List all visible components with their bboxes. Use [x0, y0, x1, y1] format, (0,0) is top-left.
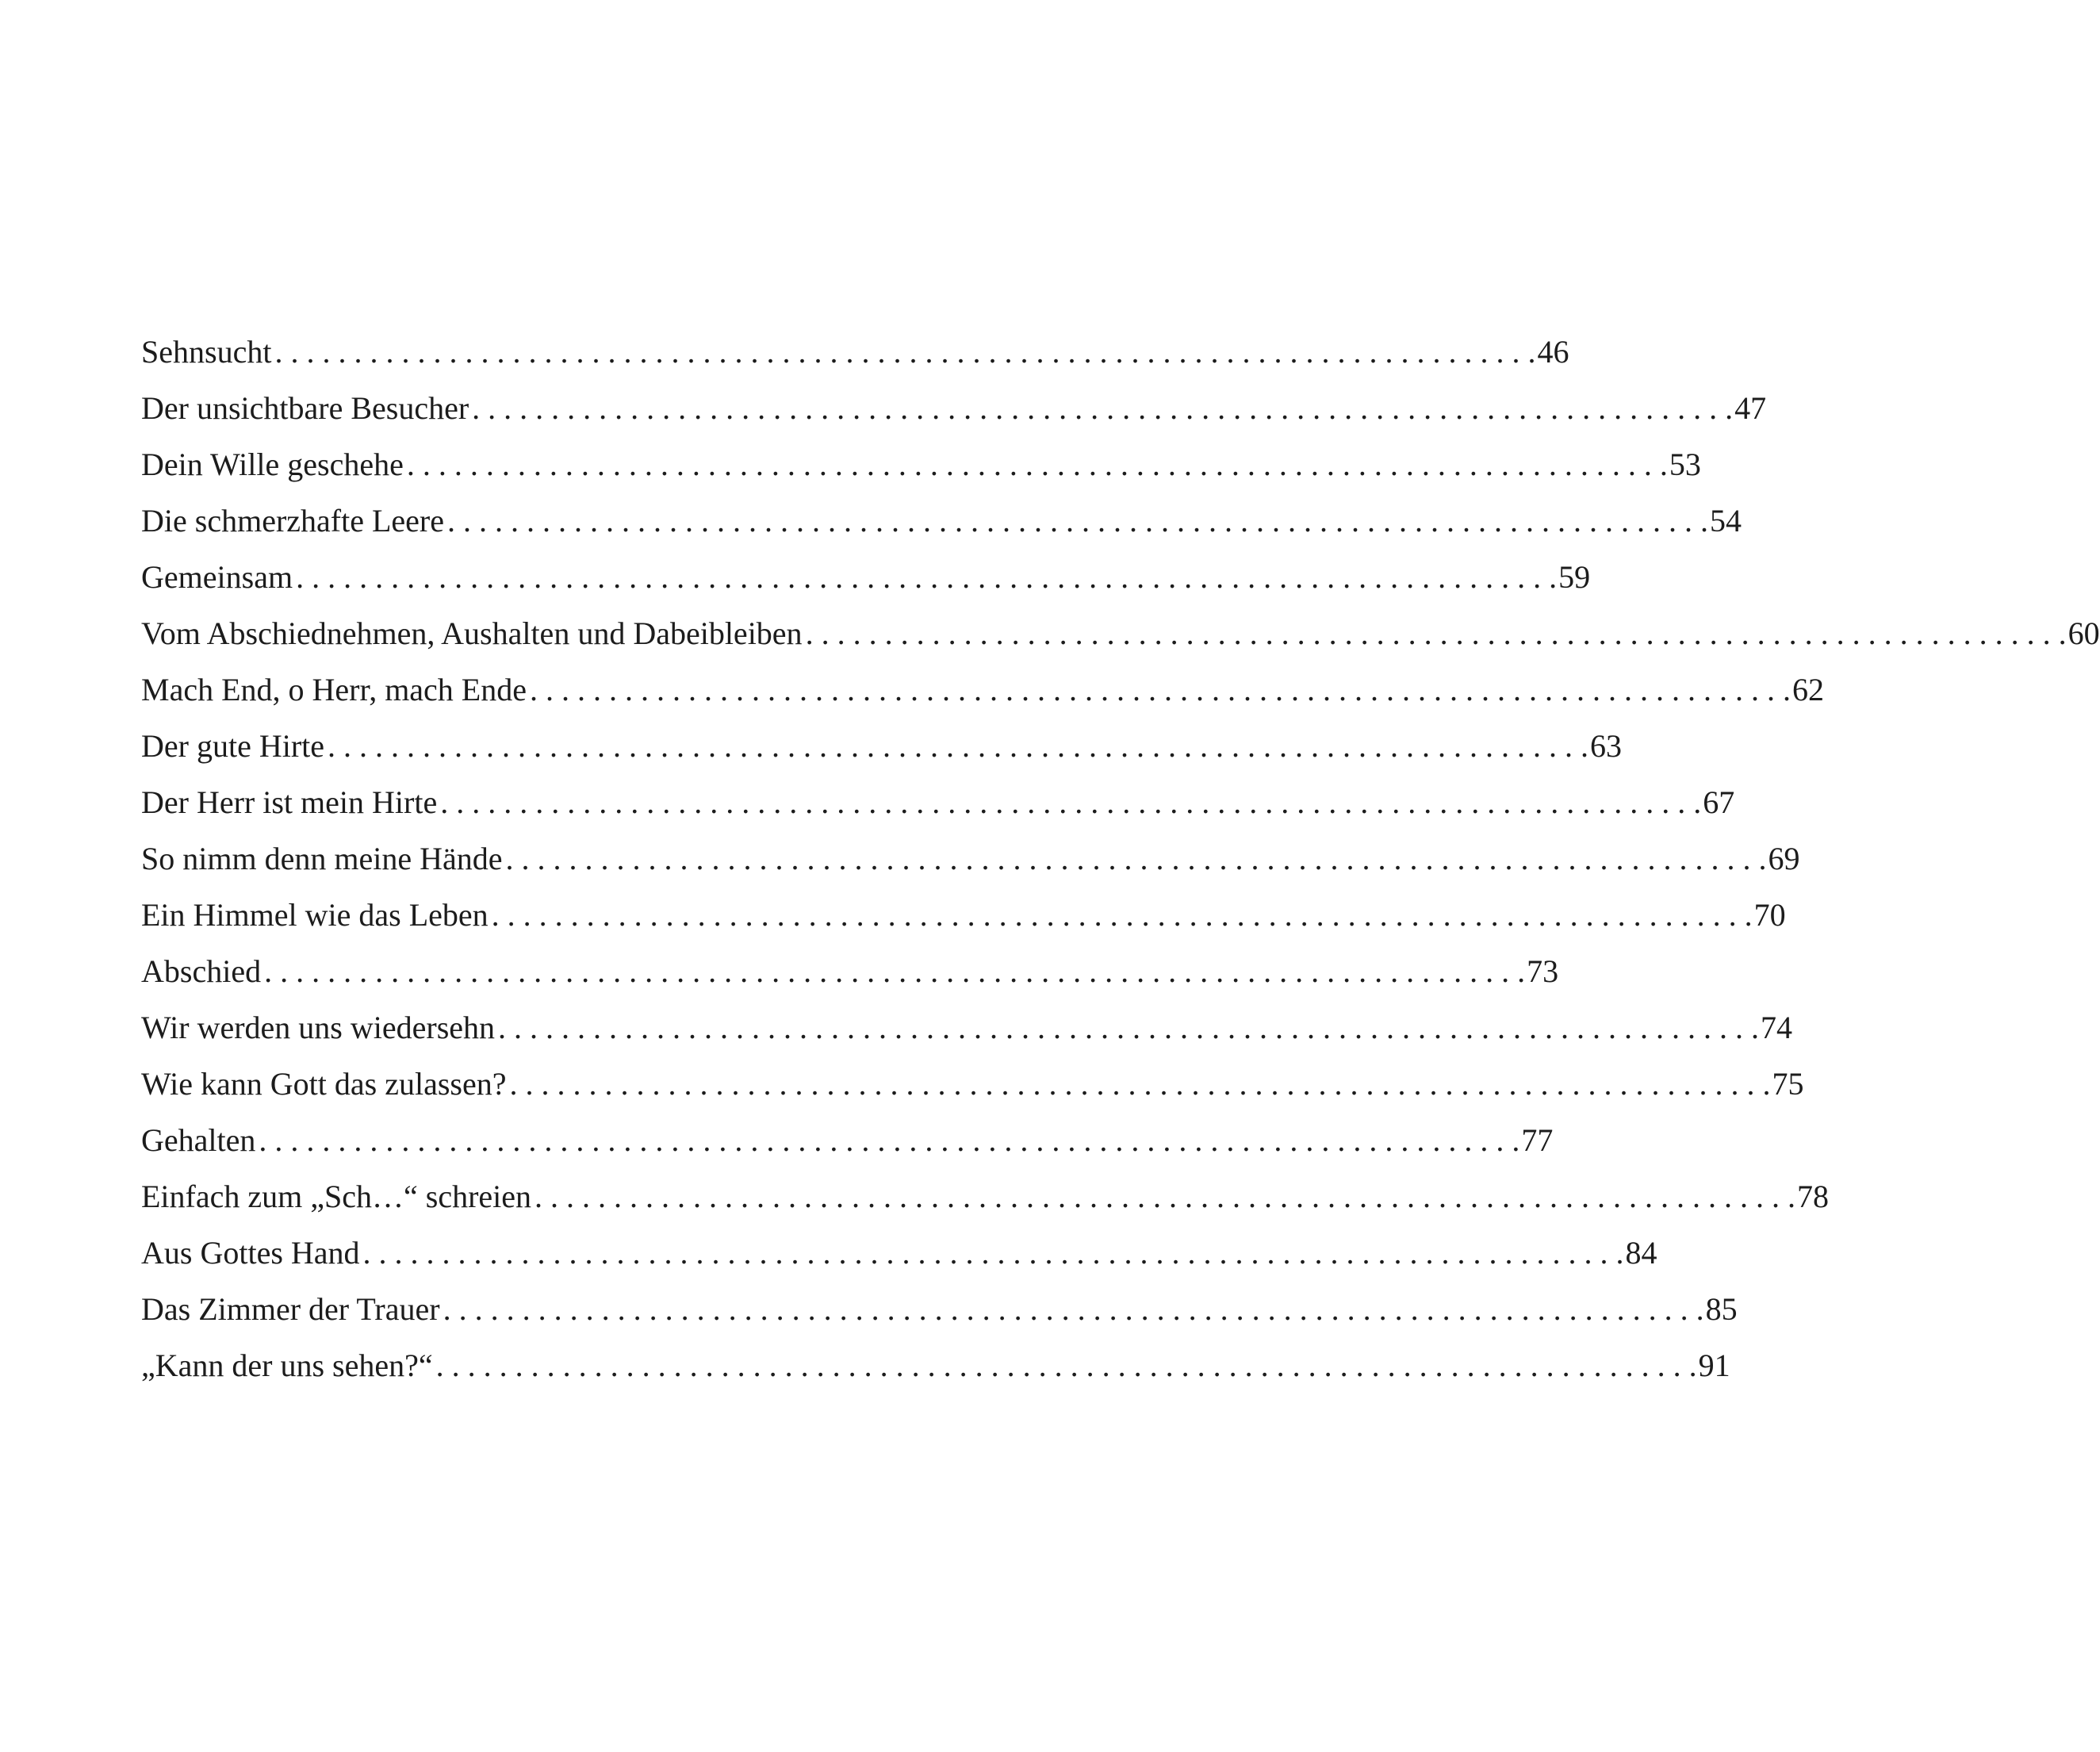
- toc-entry-title: Mach End, o Herr, mach Ende: [141, 672, 527, 707]
- table-of-contents: [141, 324, 2100, 1394]
- toc-entry-title: Einfach zum „Sch…“ schreien: [141, 1179, 532, 1214]
- toc-entry: [141, 999, 1793, 1056]
- toc-entry-page: 75: [1772, 1066, 1804, 1102]
- toc-entry-title: Wir werden uns wiedersehn: [141, 1010, 496, 1045]
- toc-entry-title: Der gute Hirte: [141, 728, 325, 764]
- toc-entry: [141, 493, 1742, 549]
- toc-entry-title: Der unsichtbare Besucher: [141, 390, 469, 426]
- toc-entry: [141, 324, 1569, 380]
- toc-dot-leader: . . . . . . . . . . . . . . . . . . . . . . . . . . . . . . . . . . . . . . . . . . . . . . . . . . . . . . . . . . . . . . . . . . . . . . . . . . . . . . . .: [296, 559, 1558, 595]
- toc-dot-leader: . . . . . . . . . . . . . . . . . . . . . . . . . . . . . . . . . . . . . . . . . . . . . . . . . . . . . . . . . . . . . . . . . . . . . . . . . . . . . . . .: [443, 1291, 1704, 1327]
- toc-dot-leader: . . . . . . . . . . . . . . . . . . . . . . . . . . . . . . . . . . . . . . . . . . . . . . . . . . . . . . . . . . . . . . . . . . . . . . . . . . . . . . . .: [446, 503, 1708, 539]
- toc-entry-title: Sehnsucht: [141, 334, 272, 370]
- toc-entry-title: Gehalten: [141, 1122, 256, 1158]
- toc-dot-leader: . . . . . . . . . . . . . . . . . . . . . . . . . . . . . . . . . . . . . . . . . . . . . . . . . . . . . . . . . . . . . . . . . . . . . . . . . . . . . . . .: [362, 1235, 1624, 1271]
- toc-entry-page: 69: [1768, 841, 1800, 876]
- toc-entry-page: 84: [1625, 1235, 1657, 1271]
- toc-entry: [141, 1281, 1738, 1337]
- toc-entry: [141, 830, 1800, 887]
- toc-entry-title: Der Herr ist mein Hirte: [141, 784, 438, 820]
- toc-entry-page: 73: [1527, 953, 1559, 989]
- toc-dot-leader: . . . . . . . . . . . . . . . . . . . . . . . . . . . . . . . . . . . . . . . . . . . . . . . . . . . . . . . . . . . . . . . . . . . . . . . . . . . . . . . .: [274, 334, 1536, 370]
- toc-entry-page: 91: [1698, 1348, 1730, 1383]
- toc-dot-leader: . . . . . . . . . . . . . . . . . . . . . . . . . . . . . . . . . . . . . . . . . . . . . . . . . . . . . . . . . . . . . . . . . . . . . . . . . . . . . . . .: [509, 1066, 1771, 1102]
- toc-dot-leader: . . . . . . . . . . . . . . . . . . . . . . . . . . . . . . . . . . . . . . . . . . . . . . . . . . . . . . . . . . . . . . . . . . . . . . . . . . . . . . . .: [491, 897, 1753, 933]
- toc-entry-title: Dein Wille geschehe: [141, 447, 404, 482]
- toc-entry-page: 77: [1521, 1122, 1554, 1158]
- toc-entry-page: 78: [1797, 1179, 1830, 1214]
- toc-entry-page: 74: [1761, 1010, 1793, 1045]
- toc-entry-page: 46: [1537, 334, 1569, 370]
- toc-entry: [141, 1337, 1730, 1394]
- toc-dot-leader: . . . . . . . . . . . . . . . . . . . . . . . . . . . . . . . . . . . . . . . . . . . . . . . . . . . . . . . . . . . . . . . . . . . . . . . . . . . . . . . .: [259, 1122, 1520, 1158]
- toc-entry-title: Das Zimmer der Trauer: [141, 1291, 440, 1327]
- toc-entry-title: „Kann der uns sehen?“: [141, 1348, 433, 1383]
- toc-entry-title: Aus Gottes Hand: [141, 1235, 360, 1271]
- toc-dot-leader: . . . . . . . . . . . . . . . . . . . . . . . . . . . . . . . . . . . . . . . . . . . . . . . . . . . . . . . . . . . . . . . . . . . . . . . . . . . . . . . .: [498, 1010, 1760, 1045]
- toc-dot-leader: . . . . . . . . . . . . . . . . . . . . . . . . . . . . . . . . . . . . . . . . . . . . . . . . . . . . . . . . . . . . . . . . . . . . . . . . . . . . . . . .: [505, 841, 1767, 876]
- toc-entry: [141, 661, 1824, 718]
- toc-dot-leader: . . . . . . . . . . . . . . . . . . . . . . . . . . . . . . . . . . . . . . . . . . . . . . . . . . . . . . . . . . . . . . . . . . . . . . . . . . . . . . . .: [472, 390, 1734, 426]
- toc-entry-page: 62: [1792, 672, 1824, 707]
- toc-entry-title: Vom Abschiednehmen, Aushalten und Dabeibleiben: [141, 615, 803, 651]
- toc-entry: [141, 943, 1559, 999]
- toc-entry-page: 60: [2067, 615, 2100, 651]
- toc-entry-title: Abschied: [141, 953, 262, 989]
- toc-entry-page: 47: [1734, 390, 1767, 426]
- toc-entry: [141, 605, 2100, 661]
- toc-entry-page: 70: [1753, 897, 1786, 933]
- toc-entry-page: 63: [1590, 728, 1623, 764]
- toc-dot-leader: . . . . . . . . . . . . . . . . . . . . . . . . . . . . . . . . . . . . . . . . . . . . . . . . . . . . . . . . . . . . . . . . . . . . . . . . . . . . . . . .: [535, 1179, 1796, 1214]
- toc-entry-title: Ein Himmel wie das Leben: [141, 897, 489, 933]
- toc-dot-leader: . . . . . . . . . . . . . . . . . . . . . . . . . . . . . . . . . . . . . . . . . . . . . . . . . . . . . . . . . . . . . . . . . . . . . . . . . . . . . . . .: [805, 615, 2067, 651]
- toc-dot-leader: . . . . . . . . . . . . . . . . . . . . . . . . . . . . . . . . . . . . . . . . . . . . . . . . . . . . . . . . . . . . . . . . . . . . . . . . . . . . . . . .: [530, 672, 1791, 707]
- toc-dot-leader: . . . . . . . . . . . . . . . . . . . . . . . . . . . . . . . . . . . . . . . . . . . . . . . . . . . . . . . . . . . . . . . . . . . . . . . . . . . . . . . .: [328, 728, 1589, 764]
- toc-entry: [141, 436, 1701, 493]
- toc-entry: [141, 549, 1591, 605]
- toc-entry-page: 53: [1669, 447, 1701, 482]
- toc-dot-leader: . . . . . . . . . . . . . . . . . . . . . . . . . . . . . . . . . . . . . . . . . . . . . . . . . . . . . . . . . . . . . . . . . . . . . . . . . . . . . . . .: [440, 784, 1702, 820]
- toc-entry: [141, 380, 1767, 436]
- toc-entry-title: Gemeinsam: [141, 559, 293, 595]
- toc-dot-leader: . . . . . . . . . . . . . . . . . . . . . . . . . . . . . . . . . . . . . . . . . . . . . . . . . . . . . . . . . . . . . . . . . . . . . . . . . . . . . . . .: [406, 447, 1668, 482]
- toc-entry-page: 54: [1709, 503, 1742, 539]
- toc-entry: [141, 718, 1623, 774]
- toc-entry-title: Wie kann Gott das zulassen?: [141, 1066, 507, 1102]
- toc-entry: [141, 1168, 1830, 1225]
- toc-entry: [141, 887, 1786, 943]
- toc-entry-title: Die schmerzhafte Leere: [141, 503, 444, 539]
- toc-dot-leader: . . . . . . . . . . . . . . . . . . . . . . . . . . . . . . . . . . . . . . . . . . . . . . . . . . . . . . . . . . . . . . . . . . . . . . . . . . . . . . . .: [264, 953, 1526, 989]
- toc-entry: [141, 1112, 1554, 1168]
- toc-entry-page: 59: [1558, 559, 1591, 595]
- toc-entry-page: 67: [1703, 784, 1735, 820]
- toc-entry-title: So nimm denn meine Hände: [141, 841, 503, 876]
- toc-entry: [141, 774, 1735, 830]
- toc-entry: [141, 1056, 1804, 1112]
- toc-entry-page: 85: [1705, 1291, 1738, 1327]
- toc-dot-leader: . . . . . . . . . . . . . . . . . . . . . . . . . . . . . . . . . . . . . . . . . . . . . . . . . . . . . . . . . . . . . . . . . . . . . . . . . . . . . . . .: [435, 1348, 1697, 1383]
- toc-entry: [141, 1225, 1657, 1281]
